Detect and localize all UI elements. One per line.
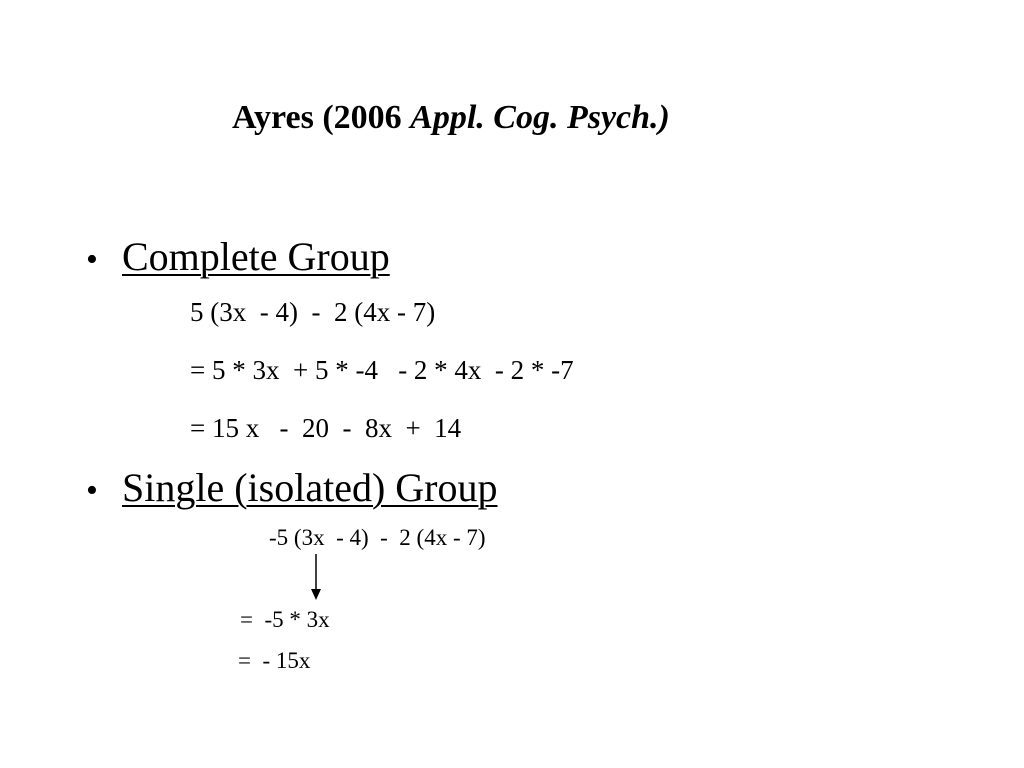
slide-title-regular: Ayres (2006 [232,99,411,136]
bullet-label-single-group: Single (isolated) Group [122,465,498,510]
single-group-step-1: = -5 * 3x [240,607,330,632]
bullet-marker: • [86,472,98,509]
slide-title [232,96,670,140]
down-arrow-icon [309,554,323,600]
bullet-marker: • [86,241,98,278]
bullet-label-complete-group: Complete Group [122,234,390,279]
single-group-expression: -5 (3x - 4) - 2 (4x - 7) [269,525,486,550]
bullet-single-group [86,464,498,515]
slide-title-italic: Appl. Cog. Psych.) [410,99,670,136]
bullet-complete-group [86,233,390,284]
complete-group-expression: 5 (3x - 4) - 2 (4x - 7) [190,297,436,327]
single-group-step-2: = - 15x [238,648,311,673]
complete-group-step-1: = 5 * 3x + 5 * -4 - 2 * 4x - 2 * -7 [190,355,574,385]
complete-group-step-2: = 15 x - 20 - 8x + 14 [190,413,462,443]
